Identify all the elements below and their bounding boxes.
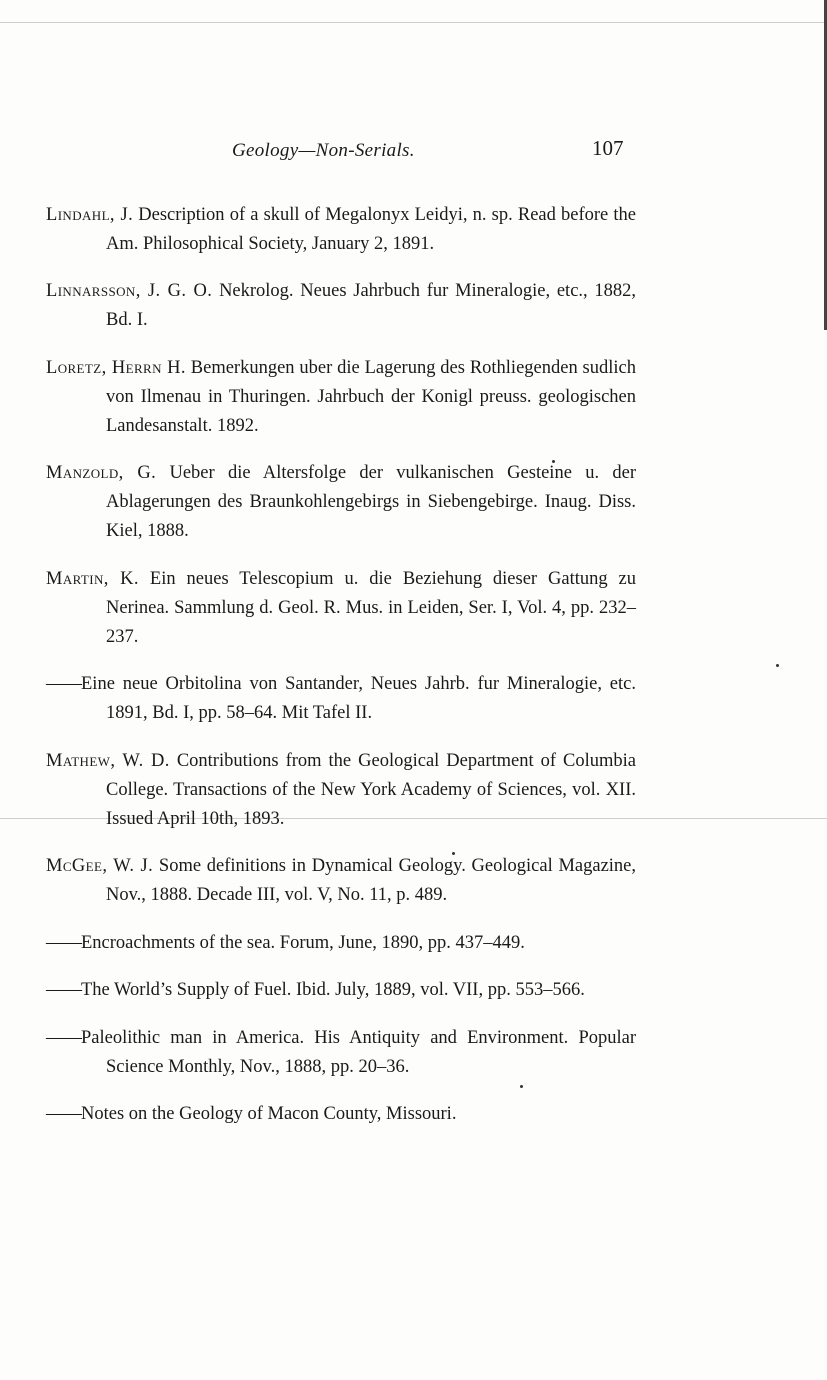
running-head: Geology—Non-Serials. bbox=[232, 140, 415, 161]
bibliography-entry bbox=[46, 1024, 636, 1082]
ditto-dash: —— bbox=[46, 980, 81, 1000]
ditto-dash: —— bbox=[46, 1104, 81, 1124]
entry-text: Paleolithic man in America. His Antiquity and Environment. Popular Science Monthly, Nov., 1888, pp. 20–36. bbox=[81, 1027, 636, 1077]
page-number: 107 bbox=[592, 136, 624, 160]
entry-author: McGee, W. J. bbox=[46, 856, 154, 876]
ink-speck bbox=[452, 852, 455, 855]
bibliography-entry bbox=[46, 747, 636, 834]
bibliography-entry bbox=[46, 277, 636, 335]
entry-text: Ueber die Altersfolge der vulkanischen Gesteine u. der Ablagerungen des Braunkohlengebirgs in Siebengebirge. Inaug. Diss. Kiel, 1888. bbox=[106, 463, 636, 541]
entry-text: Description of a skull of Megalonyx Leidyi, n. sp. Read before the Am. Philosophical Society, January 2, 1891. bbox=[106, 204, 636, 254]
entry-author: Linnarsson, J. G. O. bbox=[46, 281, 213, 301]
entry-text: Nekrolog. Neues Jahrbuch fur Mineralogie, etc., 1882, Bd. I. bbox=[106, 281, 637, 330]
bibliography-entry bbox=[46, 1100, 636, 1129]
bibliography-entry bbox=[46, 565, 636, 652]
entry-text: Contributions from the Geological Department of Columbia College. Transactions of the New York Academy of Sciences, vol. XII. Issued April 10th, 1893. bbox=[106, 750, 636, 829]
entry-author: Loretz, Herrn H. bbox=[46, 357, 186, 378]
entry-text: Bemerkungen uber die Lagerung des Rothliegenden sudlich von Ilmenau in Thuringen. Jahrbuch der Konigl preuss. geologischen Landesanstalt. 1892. bbox=[106, 357, 636, 436]
bibliography-list bbox=[46, 182, 636, 1145]
ditto-dash: —— bbox=[46, 932, 81, 953]
ink-speck bbox=[520, 1085, 523, 1088]
entry-text: Eine neue Orbitolina von Santander, Neues Jahrb. fur Mineralogie, etc. 1891, Bd. I, pp. 58–64. Mit Tafel II. bbox=[81, 674, 636, 723]
entry-text: The World’s Supply of Fuel. Ibid. July, 1889, vol. VII, pp. 553–566. bbox=[81, 980, 585, 1000]
bibliography-entry bbox=[46, 929, 636, 958]
entry-text: Encroachments of the sea. Forum, June, 1890, pp. 437–449. bbox=[81, 932, 525, 953]
bibliography-entry bbox=[46, 354, 636, 441]
entry-text: Some definitions in Dynamical Geology. Geological Magazine, Nov., 1888. Decade III, vol. V, No. 11, p. 489. bbox=[106, 856, 637, 905]
ink-speck bbox=[776, 664, 779, 667]
entry-text: Notes on the Geology of Macon County, Missouri. bbox=[81, 1104, 457, 1124]
bibliography-entry bbox=[46, 976, 636, 1005]
bibliography-entry bbox=[46, 670, 636, 728]
entry-text: Ein neues Telescopium u. die Beziehung dieser Gattung zu Nerinea. Sammlung d. Geol. R. Mus. in Leiden, Ser. I, Vol. 4, pp. 232–237. bbox=[106, 568, 637, 647]
entry-author: Martin, K. bbox=[46, 568, 139, 589]
fold-line-top bbox=[0, 22, 827, 23]
ink-speck bbox=[552, 460, 555, 463]
bibliography-entry bbox=[46, 459, 636, 546]
bibliography-entry bbox=[46, 201, 636, 259]
entry-author: Lindahl, J. bbox=[46, 204, 134, 225]
ditto-dash: —— bbox=[46, 1027, 81, 1048]
ditto-dash: —— bbox=[46, 674, 81, 694]
entry-author: Manzold, G. bbox=[46, 463, 157, 483]
bibliography-entry bbox=[46, 852, 636, 910]
entry-author: Mathew, W. D. bbox=[46, 750, 170, 771]
